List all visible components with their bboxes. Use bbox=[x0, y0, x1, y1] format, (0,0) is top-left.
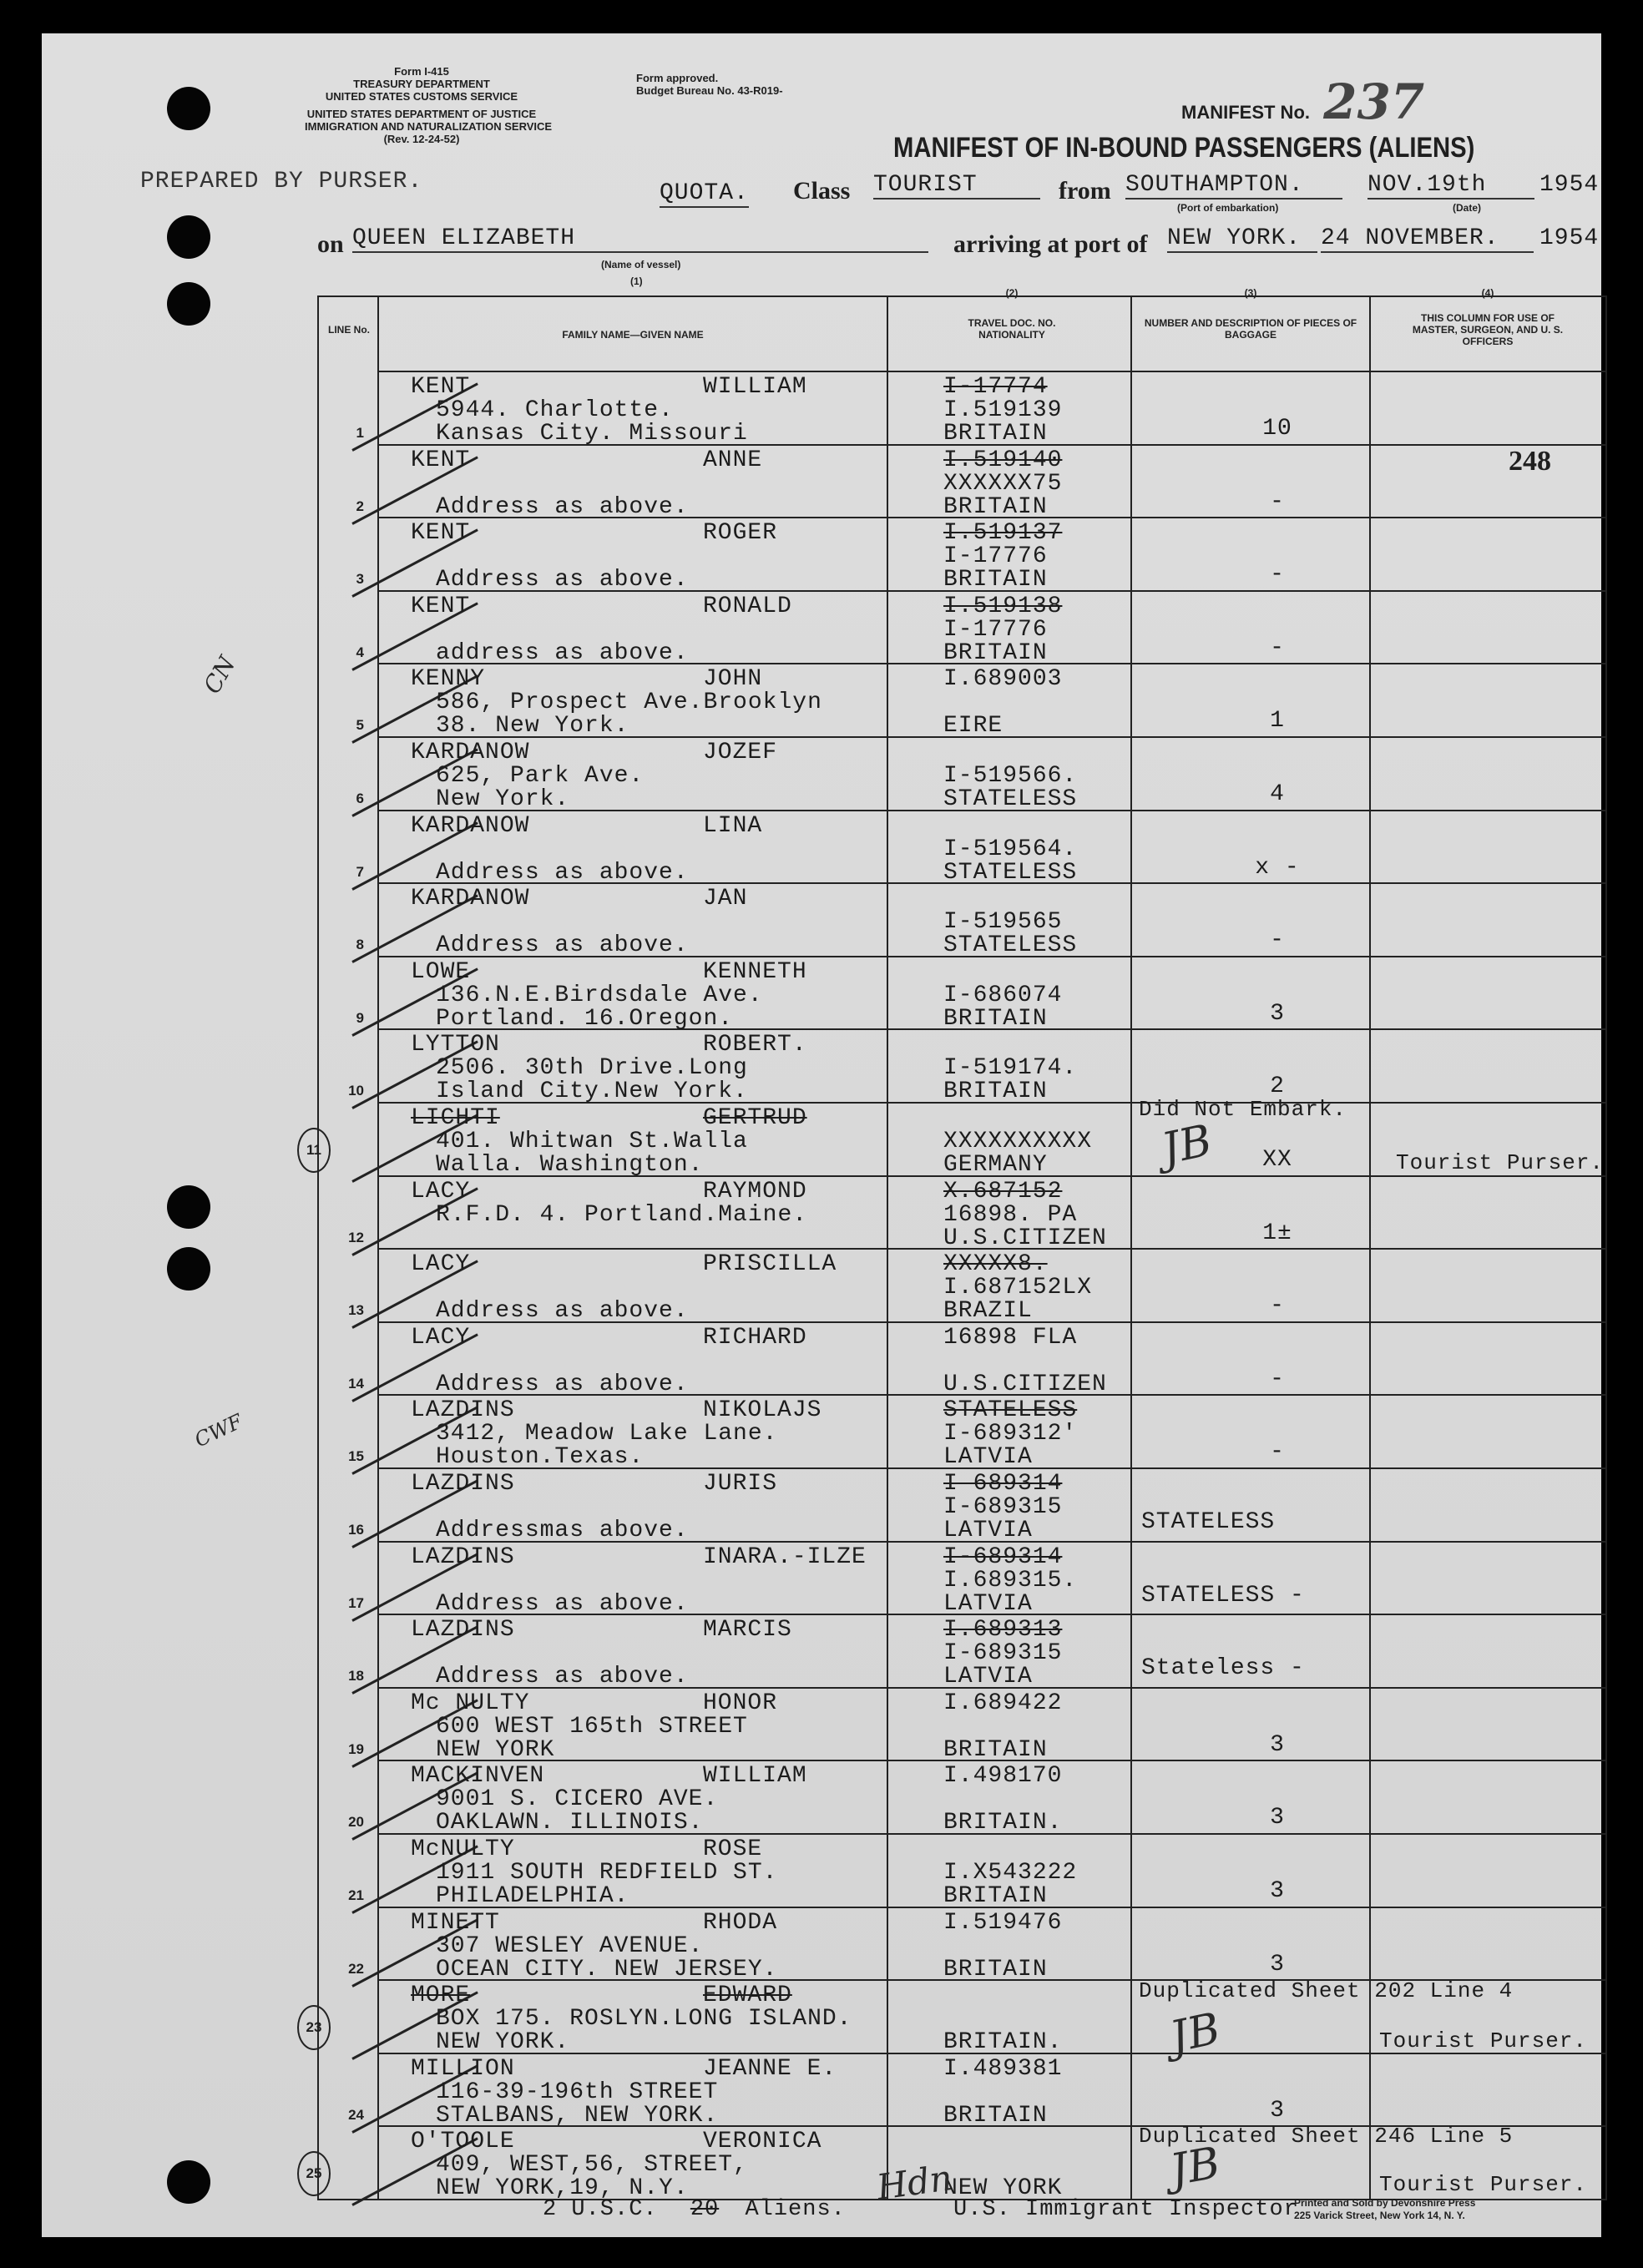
baggage-count: STATELESS bbox=[1141, 1509, 1276, 1535]
address-line-2: Addressmas above. bbox=[436, 1518, 689, 1543]
given-name: JURIS bbox=[703, 1471, 778, 1497]
line-number: 10 bbox=[348, 1083, 364, 1099]
nationality: BRITAIN bbox=[943, 2102, 1048, 2129]
nationality: STATELESS bbox=[943, 786, 1078, 812]
family-name: LACY bbox=[411, 1178, 471, 1205]
baggage-count: 3 bbox=[1270, 1805, 1285, 1831]
line-number: 18 bbox=[348, 1668, 364, 1685]
sail-date: NOV.19th bbox=[1367, 172, 1534, 200]
note-duplicated-202: Duplicated Sheet 202 Line 4 bbox=[1139, 1978, 1514, 2003]
baggage-count: x - bbox=[1255, 854, 1300, 881]
manifest-sheet bbox=[42, 33, 1605, 2237]
travel-doc-number: I-17776 bbox=[943, 616, 1048, 643]
address-line-2: OCEAN CITY. NEW JERSEY. bbox=[436, 1956, 778, 1983]
form-revision: (Rev. 12-24-52) bbox=[383, 133, 460, 145]
purser-signature: JB bbox=[1157, 1115, 1216, 1175]
address-line-2: OAKLAWN. ILLINOIS. bbox=[436, 1810, 704, 1836]
vessel-caption: (Name of vessel) bbox=[601, 259, 681, 270]
travel-doc-old: XXXXX8. bbox=[943, 1251, 1048, 1278]
line-number: 9 bbox=[356, 1009, 364, 1026]
binder-hole bbox=[167, 87, 210, 130]
binder-hole bbox=[167, 2160, 210, 2204]
travel-doc-old: I-689314 bbox=[943, 1543, 1063, 1570]
header-travel bbox=[953, 287, 1070, 341]
justice-dept: UNITED STATES DEPARTMENT OF JUSTICE bbox=[306, 108, 537, 120]
family-name: KARDANOW bbox=[411, 740, 530, 765]
given-name: JEANNE E. bbox=[703, 2055, 837, 2082]
nationality: U.S.CITIZEN bbox=[943, 1371, 1107, 1397]
header-travel-no: (2) bbox=[1005, 287, 1019, 299]
line-number: 22 bbox=[348, 1960, 364, 1977]
travel-doc-number: I.X543222 bbox=[943, 1860, 1078, 1886]
form-number: Form I-415 bbox=[394, 65, 449, 78]
manifest-number-label bbox=[1181, 73, 1424, 130]
address-line-2: Address as above. bbox=[436, 932, 689, 959]
given-name: INARA.-ILZE bbox=[703, 1543, 867, 1570]
passenger-row bbox=[319, 518, 1605, 593]
line-number: 14 bbox=[348, 1375, 364, 1392]
travel-doc-old: I.519138 bbox=[943, 593, 1063, 619]
passenger-row bbox=[319, 2054, 1605, 2129]
passenger-table bbox=[306, 287, 1607, 2202]
line-number: 8 bbox=[356, 937, 364, 953]
given-name: WILLIAM bbox=[703, 1763, 807, 1790]
address-line-2: Address as above. bbox=[436, 1371, 689, 1397]
header-travel-text: TRAVEL DOC. NO. NATIONALITY bbox=[968, 317, 1056, 341]
family-name: KARDANOW bbox=[411, 886, 530, 912]
passenger-row bbox=[319, 664, 1605, 739]
address-line-2: 38. New York. bbox=[436, 713, 629, 740]
baggage-count: - bbox=[1270, 927, 1285, 954]
travel-doc-number: I-686074 bbox=[943, 982, 1063, 1008]
nationality: GERMANY bbox=[943, 1152, 1048, 1178]
travel-doc-old: I.519476 bbox=[943, 1909, 1063, 1936]
travel-doc-number: 16898. PA bbox=[943, 1201, 1078, 1228]
purser-signature: JB bbox=[1166, 2138, 1224, 2196]
passenger-row bbox=[319, 1689, 1605, 1763]
given-name: ROGER bbox=[703, 520, 778, 547]
family-name: McNULTY bbox=[411, 1836, 515, 1862]
given-name: JOZEF bbox=[703, 740, 778, 765]
baggage-count: Stateless - bbox=[1141, 1655, 1305, 1682]
family-name: LOWE bbox=[411, 958, 471, 985]
address-line-2: Address as above. bbox=[436, 1298, 689, 1325]
passenger-row bbox=[319, 1615, 1605, 1690]
address-line-1: 116-39-196th STREET bbox=[436, 2079, 719, 2105]
family-name: LACY bbox=[411, 1251, 471, 1278]
address-line-2: address as above. bbox=[436, 639, 689, 666]
travel-doc-old: I 689314 bbox=[943, 1471, 1063, 1497]
given-name: NIKOLAJS bbox=[703, 1397, 822, 1424]
address-line-1: 136.N.E.Birdsdale Ave. bbox=[436, 982, 763, 1008]
address-line-2: Island City.New York. bbox=[436, 1078, 748, 1105]
line-number: 19 bbox=[348, 1740, 364, 1757]
baggage-count: 3 bbox=[1270, 1731, 1285, 1758]
vessel-name: QUEEN ELIZABETH bbox=[352, 225, 928, 253]
address-line-1: 1911 SOUTH REDFIELD ST. bbox=[436, 1860, 778, 1886]
address-line-1: 5944. Charlotte. bbox=[436, 397, 674, 423]
given-name: VERONICA bbox=[703, 2129, 822, 2155]
family-name: O'TOOLE bbox=[411, 2129, 515, 2155]
nationality: STATELESS bbox=[943, 859, 1078, 886]
travel-doc-number: I-519174. bbox=[943, 1055, 1078, 1082]
address-line-2: PHILADELPHIA. bbox=[436, 1883, 629, 1909]
address-line-1: 3412, Meadow Lake Lane. bbox=[436, 1421, 778, 1447]
note-did-not-embark: Did Not Embark. bbox=[1139, 1097, 1347, 1122]
given-name: RHODA bbox=[703, 1909, 778, 1936]
address-line-2: Kansas City. Missouri bbox=[436, 421, 748, 447]
binder-hole bbox=[167, 282, 210, 326]
travel-doc-number: XXXXXXXXXX bbox=[943, 1129, 1093, 1154]
class-label: Class bbox=[793, 177, 851, 205]
margin-mark-cwf: CWF bbox=[190, 1409, 246, 1452]
line-number: 25 bbox=[297, 2151, 331, 2196]
family-name: Mc NULTY bbox=[411, 1690, 530, 1716]
passenger-row bbox=[319, 1835, 1605, 1909]
address-line-1: 307 WESLEY AVENUE. bbox=[436, 1932, 704, 1959]
passenger-row bbox=[319, 1543, 1605, 1617]
treasury-dept: TREASURY DEPARTMENT bbox=[353, 78, 490, 90]
passenger-row bbox=[319, 884, 1605, 958]
quota-label: QUOTA. bbox=[660, 180, 749, 206]
manifest-label: MANIFEST No. bbox=[1181, 102, 1310, 123]
address-line-1: 401. Whitwan St.Walla bbox=[436, 1129, 748, 1154]
nationality: BRITAIN. bbox=[943, 2029, 1063, 2056]
passenger-row bbox=[319, 811, 1605, 886]
baggage-count: - bbox=[1270, 1439, 1285, 1466]
note-tourist-purser-11: Tourist Purser. bbox=[1396, 1150, 1605, 1175]
baggage-count: 3 bbox=[1270, 2097, 1285, 2124]
travel-doc-number: I-17776 bbox=[943, 543, 1048, 570]
travel-doc-old: I.689313 bbox=[943, 1617, 1063, 1644]
given-name: EDWARD bbox=[703, 1983, 792, 2009]
header-officers-no: (4) bbox=[1481, 287, 1494, 299]
given-name: ROSE bbox=[703, 1836, 763, 1862]
header-baggage-text: NUMBER AND DESCRIPTION OF PIECES OF BAGGAGE bbox=[1144, 317, 1357, 341]
nationality: EIRE bbox=[943, 713, 1003, 740]
header-officers-text: THIS COLUMN FOR USE OF MASTER, SURGEON, AND U. S. OFFICERS bbox=[1412, 312, 1564, 347]
line-number: 2 bbox=[356, 498, 364, 514]
family-name: LACY bbox=[411, 1324, 471, 1351]
given-name: RAYMOND bbox=[703, 1178, 807, 1205]
line-number: 21 bbox=[348, 1887, 364, 1903]
given-name: RICHARD bbox=[703, 1324, 807, 1351]
address-line-1: 409, WEST,56, STREET, bbox=[436, 2152, 748, 2179]
family-name: MORE bbox=[411, 1983, 471, 2009]
line-number: 4 bbox=[356, 644, 364, 660]
passenger-row bbox=[319, 1250, 1605, 1324]
port-embark-caption: (Port of embarkation) bbox=[1177, 202, 1279, 214]
family-name: LAZDINS bbox=[411, 1471, 515, 1497]
family-name: LYTTON bbox=[411, 1032, 500, 1058]
header-line-no: LINE No. bbox=[328, 324, 370, 336]
family-name: LICHTI bbox=[411, 1105, 500, 1131]
travel-doc-old: I.489381 bbox=[943, 2055, 1063, 2082]
passenger-row bbox=[319, 1323, 1605, 1397]
nationality: BRITAIN. bbox=[943, 1810, 1063, 1836]
baggage-count: - bbox=[1270, 1293, 1285, 1320]
binder-hole bbox=[167, 1185, 210, 1229]
travel-doc-number: I-519564. bbox=[943, 836, 1078, 862]
address-line-2: Portland. 16.Oregon. bbox=[436, 1005, 734, 1032]
given-name: MARCIS bbox=[703, 1617, 792, 1644]
line-number: 12 bbox=[348, 1229, 364, 1245]
travel-doc-old: I.689422 bbox=[943, 1690, 1063, 1716]
given-name: GERTRUD bbox=[703, 1105, 807, 1131]
family-name: LAZDINS bbox=[411, 1543, 515, 1570]
baggage-count: 4 bbox=[1270, 781, 1285, 807]
address-line-1: 2506. 30th Drive.Long bbox=[436, 1055, 748, 1082]
date-caption: (Date) bbox=[1453, 202, 1482, 214]
baggage-count: 10 bbox=[1262, 416, 1292, 442]
travel-doc-old: 16898 FLA bbox=[943, 1324, 1078, 1351]
given-name: HONOR bbox=[703, 1690, 778, 1716]
address-line-2: New York. bbox=[436, 786, 570, 812]
class-value: TOURIST bbox=[873, 172, 1040, 200]
travel-doc-number: I.689315. bbox=[943, 1567, 1078, 1594]
officer-total: 248 bbox=[1509, 446, 1551, 477]
address-line-2: Houston.Texas. bbox=[436, 1444, 645, 1471]
address-line-2: STALBANS, NEW YORK. bbox=[436, 2102, 719, 2129]
passenger-row bbox=[319, 1761, 1605, 1836]
form-approval bbox=[636, 72, 783, 97]
arrival-port: NEW YORK. bbox=[1167, 225, 1317, 253]
binder-hole bbox=[167, 215, 210, 259]
address-line-1: 625, Park Ave. bbox=[436, 763, 645, 789]
passenger-row bbox=[319, 738, 1605, 812]
passenger-row bbox=[319, 446, 1605, 520]
travel-doc-old: I.519137 bbox=[943, 520, 1063, 547]
passenger-row bbox=[319, 1908, 1605, 1983]
travel-doc-old: I.519140 bbox=[943, 447, 1063, 473]
nationality: BRITAIN bbox=[943, 1005, 1048, 1032]
baggage-count: 1 bbox=[1270, 708, 1285, 735]
address-line-2: NEW YORK,19, N.Y. bbox=[436, 2175, 689, 2202]
family-name: LAZDINS bbox=[411, 1397, 515, 1424]
address-line-2: Address as above. bbox=[436, 567, 689, 594]
manifest-number: 237 bbox=[1323, 73, 1425, 130]
ins-service: IMMIGRATION AND NATURALIZATION SERVICE bbox=[305, 120, 553, 133]
travel-doc-number: I-689315 bbox=[943, 1494, 1063, 1520]
line-number: 20 bbox=[348, 1814, 364, 1831]
nationality: LATVIA bbox=[943, 1664, 1033, 1690]
address-line-1: 600 WEST 165th STREET bbox=[436, 1713, 748, 1740]
line-number: 23 bbox=[297, 2005, 331, 2050]
passenger-row bbox=[319, 592, 1605, 666]
passenger-row bbox=[319, 1030, 1605, 1104]
travel-doc-old: X.687152 bbox=[943, 1178, 1063, 1205]
baggage-count: - bbox=[1270, 488, 1285, 515]
footer-alien-count: 20 bbox=[690, 2197, 720, 2222]
nationality: BRITAIN bbox=[943, 639, 1048, 666]
nationality: BRITAIN bbox=[943, 567, 1048, 594]
binder-hole bbox=[167, 1247, 210, 1291]
inspector-signature: Hdn bbox=[874, 2156, 955, 2209]
family-name: KENT bbox=[411, 447, 471, 473]
footer-usc-text: 2 U.S.C. bbox=[543, 2197, 658, 2222]
address-line-2: Address as above. bbox=[436, 493, 689, 520]
address-line-2: Address as above. bbox=[436, 1590, 689, 1617]
family-name: KENT bbox=[411, 593, 471, 619]
given-name: ROBERT. bbox=[703, 1032, 807, 1058]
given-name: RONALD bbox=[703, 593, 792, 619]
address-line-2: NEW YORK. bbox=[436, 2029, 570, 2056]
family-name: MINETT bbox=[411, 1909, 500, 1936]
manifest-title: MANIFEST OF IN-BOUND PASSENGERS (ALIENS) bbox=[893, 132, 1475, 164]
footer-usc bbox=[543, 2197, 846, 2222]
address-line-2: Address as above. bbox=[436, 859, 689, 886]
nationality: BRAZIL bbox=[943, 1298, 1033, 1325]
address-line-1: 586, Prospect Ave.Brooklyn bbox=[436, 689, 822, 716]
line-number: 6 bbox=[356, 791, 364, 806]
baggage-count: - bbox=[1270, 1366, 1285, 1392]
family-name: MACKINVEN bbox=[411, 1763, 545, 1790]
travel-doc-old: I.689003 bbox=[943, 666, 1063, 693]
form-meta bbox=[305, 65, 553, 145]
family-name: KENT bbox=[411, 374, 471, 400]
baggage-count: 3 bbox=[1270, 1878, 1285, 1904]
nationality: BRITAIN bbox=[943, 493, 1048, 520]
col1-caption: (1) bbox=[630, 275, 643, 287]
budget-bureau: Budget Bureau No. 43-R019- bbox=[636, 84, 783, 97]
line-number: 24 bbox=[348, 2106, 364, 2123]
from-label: from bbox=[1059, 177, 1111, 205]
travel-doc-number: I-519565 bbox=[943, 909, 1063, 936]
arriving-label: arriving at port of bbox=[953, 230, 1148, 258]
nationality: U.S.CITIZEN bbox=[943, 1225, 1107, 1251]
address-line-2: Walla. Washington. bbox=[436, 1152, 704, 1178]
travel-doc-number: I.519139 bbox=[943, 397, 1063, 423]
travel-doc-old: I-17774 bbox=[943, 374, 1048, 400]
travel-doc-old: I.498170 bbox=[943, 1763, 1063, 1790]
baggage-count: 3 bbox=[1270, 1000, 1285, 1027]
row-container bbox=[306, 372, 1605, 2202]
header-name: FAMILY NAME—GIVEN NAME bbox=[562, 329, 704, 341]
baggage-count: 3 bbox=[1270, 1951, 1285, 1978]
nationality: BRITAIN bbox=[943, 1956, 1048, 1983]
approval-text: Form approved. bbox=[636, 72, 719, 84]
family-name: KENNY bbox=[411, 666, 486, 693]
nationality: LATVIA bbox=[943, 1518, 1033, 1543]
baggage-count: XX bbox=[1262, 1147, 1292, 1173]
travel-doc-number: I-689315 bbox=[943, 1640, 1063, 1667]
line-number: 15 bbox=[348, 1448, 364, 1465]
family-name: LAZDINS bbox=[411, 1617, 515, 1644]
passenger-row bbox=[319, 957, 1605, 1032]
line-number: 13 bbox=[348, 1302, 364, 1319]
baggage-count: 2 bbox=[1270, 1073, 1285, 1100]
address-line-2: NEW YORK bbox=[436, 1736, 555, 1763]
address-line-1: BOX 175. ROSLYN.LONG ISLAND. bbox=[436, 2006, 852, 2033]
nationality: STATELESS bbox=[943, 932, 1078, 959]
baggage-count: STATELESS - bbox=[1141, 1582, 1305, 1609]
given-name: WILLIAM bbox=[703, 374, 807, 400]
footer-aliens-label: Aliens. bbox=[745, 2197, 846, 2222]
line-number: 3 bbox=[356, 571, 364, 588]
sail-year: 1954 bbox=[1539, 172, 1600, 198]
baggage-count: - bbox=[1270, 562, 1285, 588]
travel-doc-number: I-519566. bbox=[943, 763, 1078, 789]
travel-doc-number: I-689312' bbox=[943, 1421, 1078, 1447]
purser-signature: JB bbox=[1165, 2003, 1225, 2063]
nationality: BRITAIN bbox=[943, 421, 1048, 447]
nationality: BRITAIN bbox=[943, 1078, 1048, 1105]
nationality: NEW YORK bbox=[943, 2175, 1063, 2202]
customs-service: UNITED STATES CUSTOMS SERVICE bbox=[325, 90, 518, 103]
header-officers bbox=[1404, 287, 1571, 347]
note-duplicated-246: Duplicated Sheet 246 Line 5 bbox=[1139, 2124, 1514, 2149]
given-name: LINA bbox=[703, 812, 763, 839]
given-name: ANNE bbox=[703, 447, 763, 473]
printer-line-2: 225 Varick Street, New York 14, N. Y. bbox=[1294, 2210, 1465, 2221]
prepared-by: PREPARED BY PURSER. bbox=[140, 169, 423, 194]
nationality: BRITAIN bbox=[943, 1883, 1048, 1909]
travel-doc-number: I.687152LX bbox=[943, 1275, 1093, 1301]
given-name: JOHN bbox=[703, 666, 763, 693]
nationality: LATVIA bbox=[943, 1590, 1033, 1617]
line-number: 11 bbox=[297, 1128, 331, 1173]
note-tourist-purser-25: Tourist Purser. bbox=[1379, 2172, 1588, 2197]
line-number: 16 bbox=[348, 1522, 364, 1538]
passenger-row bbox=[319, 372, 1605, 447]
given-name: KENNETH bbox=[703, 958, 807, 985]
address-line-1: 9001 S. CICERO AVE. bbox=[436, 1786, 719, 1813]
header-baggage-no: (3) bbox=[1244, 287, 1257, 299]
note-tourist-purser-23: Tourist Purser. bbox=[1379, 2028, 1588, 2053]
printer-line-1: Printed and Sold by Devonshire Press bbox=[1294, 2197, 1476, 2209]
address-line-1: R.F.D. 4. Portland.Maine. bbox=[436, 1201, 808, 1228]
family-name: KARDANOW bbox=[411, 812, 530, 839]
arrival-year: 1954 bbox=[1539, 225, 1600, 251]
line-number: 7 bbox=[356, 863, 364, 880]
baggage-count: 1± bbox=[1262, 1220, 1292, 1246]
passenger-row bbox=[319, 1177, 1605, 1251]
line-number: 5 bbox=[356, 717, 364, 734]
footer-printer bbox=[1294, 2197, 1475, 2222]
passenger-row bbox=[319, 1396, 1605, 1470]
family-name: KENT bbox=[411, 520, 471, 547]
travel-doc-number: XXXXXX75 bbox=[943, 470, 1063, 497]
baggage-count: - bbox=[1270, 634, 1285, 661]
nationality: LATVIA bbox=[943, 1444, 1033, 1471]
line-number: 1 bbox=[356, 425, 364, 441]
arrival-date: 24 NOVEMBER. bbox=[1321, 225, 1534, 253]
address-line-2: Address as above. bbox=[436, 1664, 689, 1690]
on-label: on bbox=[317, 230, 344, 258]
line-number: 17 bbox=[348, 1594, 364, 1611]
nationality: BRITAIN bbox=[943, 1736, 1048, 1763]
passenger-row bbox=[319, 1469, 1605, 1543]
footer-inspector: U.S. Immigrant Inspector bbox=[953, 2197, 1298, 2222]
from-value: SOUTHAMPTON. bbox=[1125, 172, 1342, 200]
given-name: JAN bbox=[703, 886, 748, 912]
header-baggage bbox=[1141, 287, 1360, 341]
given-name: PRISCILLA bbox=[703, 1251, 837, 1278]
travel-doc-old: STATELESS bbox=[943, 1397, 1078, 1424]
family-name: MILLION bbox=[411, 2055, 515, 2082]
margin-mark-cn: CN bbox=[198, 651, 241, 699]
